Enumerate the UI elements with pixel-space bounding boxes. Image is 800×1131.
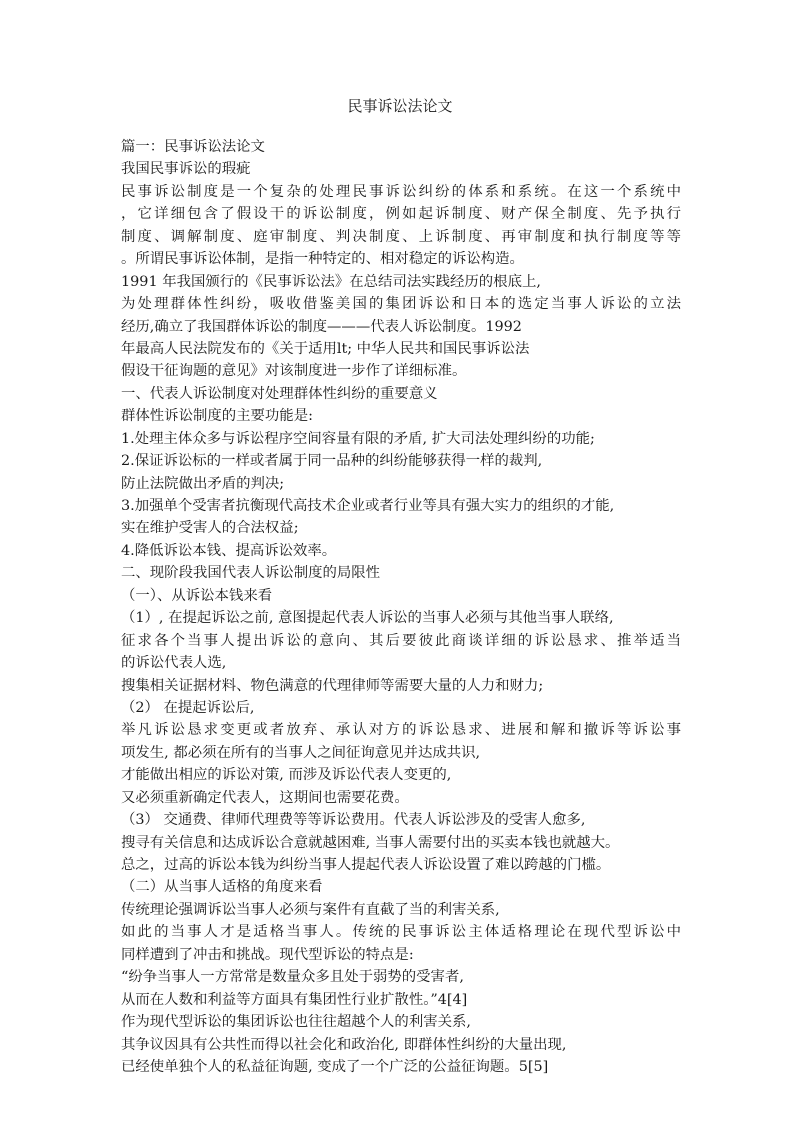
paragraph-line: ，它详细包含了假设干的诉讼制度，例如起诉制度、财产保全制度、先予执行 xyxy=(121,206,681,223)
paragraph-line: （2） 在提起诉讼后, xyxy=(121,699,255,716)
paragraph-line: 作为现代型诉讼的集团诉讼也往往超越个人的利害关系, xyxy=(121,1014,471,1031)
paragraph-line: 其争议因具有公共性而得以社会化和政治化, 即群体性纠纷的大量出现, xyxy=(121,1036,567,1053)
paragraph-line: 传统理论强调诉讼当事人必须与案件有直截了当的利害关系, xyxy=(121,901,500,918)
paragraph-line: 征求各个当事人提出诉讼的意向、其后要彼此商谈详细的诉讼恳求、推举适当 xyxy=(121,632,681,649)
paragraph-line: 假设干征询题的意见》对该制度进一步作了详细标准。 xyxy=(121,363,467,380)
list-item: 1.处理主体众多与诉讼程序空间容量有限的矛盾, 扩大司法处理纠纷的功能; xyxy=(121,430,595,447)
subsection-heading: （二）从当事人适格的角度来看 xyxy=(121,879,323,896)
paragraph-line: 群体性诉讼制度的主要功能是: xyxy=(121,408,313,425)
list-item: 2.保证诉讼标的一样或者属于同一品种的纠纷能够获得一样的裁判, xyxy=(121,453,543,470)
paragraph-line: 总之，过高的诉讼本钱为纠纷当事人提起代表人诉讼设置了难以跨越的门槛。 xyxy=(121,857,611,873)
paragraph-line: 经历,确立了我国群体诉讼的制度———代表人诉讼制度。1992 xyxy=(121,318,522,335)
paragraph-line: 为处理群体性纠纷，吸收借鉴美国的集团诉讼和日本的选定当事人诉讼的立法 xyxy=(121,296,681,313)
list-item-continuation: 实在维护受害人的合法权益; xyxy=(121,520,299,537)
subsection-heading: （一）、从诉讼本钱来看 xyxy=(121,587,273,604)
quote-line: “纷争当事人一方常常是数量众多且处于弱势的受害者, xyxy=(121,969,464,986)
list-item: 4.降低诉讼本钱、提高诉讼效率。 xyxy=(121,542,337,559)
document-body xyxy=(121,136,681,1078)
paragraph-line: 1991 年我国颁行的《民事诉讼法》在总结司法实践经历的根底上, xyxy=(121,273,541,290)
paragraph-line: 才能做出相应的诉讼对策, 而涉及诉讼代表人变更的, xyxy=(121,767,452,784)
document-title: 民事诉讼法论文 xyxy=(347,97,453,115)
paragraph-line: 同样遭到了冲击和挑战。现代型诉讼的特点是: xyxy=(121,946,414,963)
paragraph-line: 民事诉讼制度是一个复杂的处理民事诉讼纠纷的体系和系统。在这一个系统中 xyxy=(121,183,681,200)
quote-line: 从而在人数和利益等方面具有集团性行业扩散性。”4[4] xyxy=(121,991,468,1008)
section-heading: 一、代表人诉讼制度对处理群体性纠纷的重要意义 xyxy=(121,385,438,402)
paragraph-line: 项发生, 都必须在所有的当事人之间征询意见并达成共识, xyxy=(121,744,481,761)
paragraph-line: （3） 交通费、律师代理费等等诉讼费用。代表人诉讼涉及的受害人愈多, xyxy=(121,812,586,829)
paragraph-line: 搜寻有关信息和达成诉讼合意就越困难, 当事人需要付出的买卖本钱也就越大。 xyxy=(121,834,620,851)
list-item: 3.加强单个受害者抗衡现代高技术企业或者行业等具有强大实力的组织的才能, xyxy=(121,498,615,514)
paragraph-line: 又必须重新确定代表人，这期间也需要花费。 xyxy=(121,789,409,806)
paragraph-line: 。所谓民事诉讼体制，是指一种特定的、相对稳定的诉讼构造。 xyxy=(121,251,524,268)
paragraph-line: 如此的当事人才是适格当事人。传统的民事诉讼主体适格理论在现代型诉讼中 xyxy=(121,924,681,941)
paragraph-line: 的诉讼代表人选, xyxy=(121,655,227,672)
paragraph-line: （1）, 在提起诉讼之前, 意图提起代表人诉讼的当事人必须与其他当事人联络, xyxy=(121,610,614,627)
paragraph-line: 搜集相关证据材料、物色满意的代理律师等需要大量的人力和财力; xyxy=(121,677,544,694)
list-item-continuation: 防止法院做出矛盾的判决; xyxy=(121,475,285,492)
subheading: 我国民事诉讼的瑕疵 xyxy=(121,161,251,178)
section-heading: 篇一：民事诉讼法论文 xyxy=(121,139,265,155)
paragraph-line: 举凡诉讼恳求变更或者放弃、承认对方的诉讼恳求、进展和解和撤诉等诉讼事 xyxy=(121,722,681,739)
paragraph-line: 制度、调解制度、庭审制度、判决制度、上诉制度、再审制度和执行制度等等 xyxy=(121,228,681,245)
section-heading: 二、现阶段我国代表人诉讼制度的局限性 xyxy=(121,565,381,582)
paragraph-line: 已经使单独个人的私益征询题, 变成了一个广泛的公益征询题。5[5] xyxy=(121,1058,549,1075)
paragraph-line: 年最高人民法院发布的《关于适用lt; 中华人民共和国民事诉讼法 xyxy=(121,340,530,357)
